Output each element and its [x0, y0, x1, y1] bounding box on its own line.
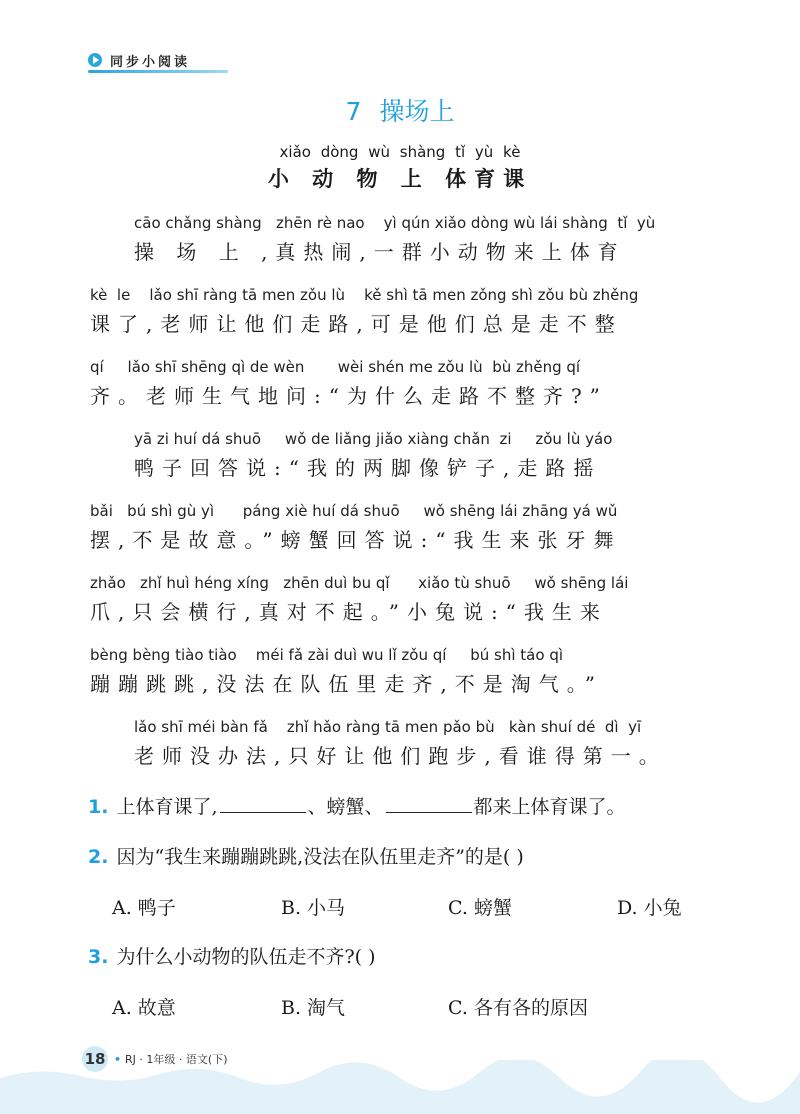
- pinyin-line: cāo chǎng shàng zhēn rè nao yì qún xiǎo dòng wù lái shàng tǐ yù: [134, 214, 656, 232]
- question-3: [88, 942, 376, 969]
- pinyin-line: lǎo shī méi bàn fǎ zhǐ hǎo ràng tā men pǎo bù kàn shuí dé dì yī: [134, 718, 642, 736]
- bullet-icon: •: [114, 1053, 122, 1066]
- option-c[interactable]: C. 各有各的原因: [448, 997, 588, 1019]
- story-title: 小 动 物 上 体育课: [267, 167, 533, 191]
- section-label: 同步小阅读: [110, 55, 191, 70]
- question-1: [88, 792, 626, 819]
- pinyin-line: yā zi huí dá shuō wǒ de liǎng jiǎo xiàng chǎn zi zǒu lù yáo: [134, 430, 613, 448]
- pinyin-line: zhǎo zhǐ huì héng xíng zhēn duì bu qǐ xiǎo tù shuō wǒ shēng lái: [90, 574, 629, 592]
- story-title-pinyin: xiǎo dòng wù shàng tǐ yù kè: [279, 143, 521, 161]
- option-a[interactable]: A. 故意: [112, 997, 176, 1019]
- question-2: [88, 842, 524, 869]
- answer-blank[interactable]: [386, 794, 472, 813]
- text-line: 操 场 上 ,真热闹,一群小动物来上体育: [134, 240, 626, 264]
- lesson-name: 操场上: [379, 97, 455, 126]
- footer-wave: [0, 1060, 800, 1114]
- option-c[interactable]: C. 螃蟹: [448, 897, 512, 919]
- text-line: 老师没办法,只好让他们跑步,看谁得第一。: [134, 744, 667, 768]
- lesson-number: 7: [345, 97, 362, 126]
- pinyin-line: bèng bèng tiào tiào méi fǎ zài duì wu lǐ zǒu qí bú shì táo qì: [90, 646, 564, 664]
- question-text: 为什么小动物的队伍走不齐?( ): [116, 946, 376, 968]
- question-text: 因为“我生来蹦蹦跳跳,没法在队伍里走齐”的是( ): [116, 846, 524, 868]
- question-text: 上体育课了,: [116, 796, 218, 818]
- pinyin-line: qí lǎo shī shēng qì de wèn wèi shén me zǒu lù bù zhěng qí: [90, 358, 581, 376]
- text-line: 鸭子回答说:“我的两脚像铲子,走路摇: [134, 456, 602, 480]
- question-number: 1.: [88, 796, 109, 818]
- question-number: 2.: [88, 846, 109, 868]
- option-d[interactable]: D. 小兔: [617, 897, 682, 919]
- lesson-title: [0, 92, 800, 128]
- answer-blank[interactable]: [220, 794, 306, 813]
- question-text: 、螃蟹、: [307, 796, 384, 818]
- pinyin-line: bǎi bú shì gù yì páng xiè huí dá shuō wǒ shēng lái zhāng yá wǔ: [90, 502, 618, 520]
- page-number: 18: [82, 1046, 108, 1072]
- text-line: 摆,不是故意。”螃蟹回答说:“我生来张牙舞: [90, 528, 622, 552]
- text-line: 蹦蹦跳跳,没法在队伍里走齐,不是淘气。”: [90, 672, 603, 696]
- option-b[interactable]: B. 淘气: [281, 997, 346, 1019]
- option-b[interactable]: B. 小马: [281, 897, 346, 919]
- question-number: 3.: [88, 946, 109, 968]
- header-underline: [88, 70, 228, 73]
- text-line: 课了,老师让他们走路,可是他们总是走不整: [90, 312, 623, 336]
- play-icon: [88, 53, 102, 67]
- option-a[interactable]: A. 鸭子: [112, 897, 176, 919]
- book-info-text: RJ · 1年级 · 语文(下): [125, 1053, 228, 1066]
- text-line: 爪,只会横行,真对不起。”小兔说:“我生来: [90, 600, 608, 624]
- text-line: 齐。老师生气地问:“为什么走路不整齐?”: [90, 384, 608, 408]
- pinyin-line: kè le lǎo shī ràng tā men zǒu lù kě shì tā men zǒng shì zǒu bù zhěng: [90, 286, 639, 304]
- question-text: 都来上体育课了。: [473, 796, 626, 818]
- book-info: [114, 1051, 227, 1067]
